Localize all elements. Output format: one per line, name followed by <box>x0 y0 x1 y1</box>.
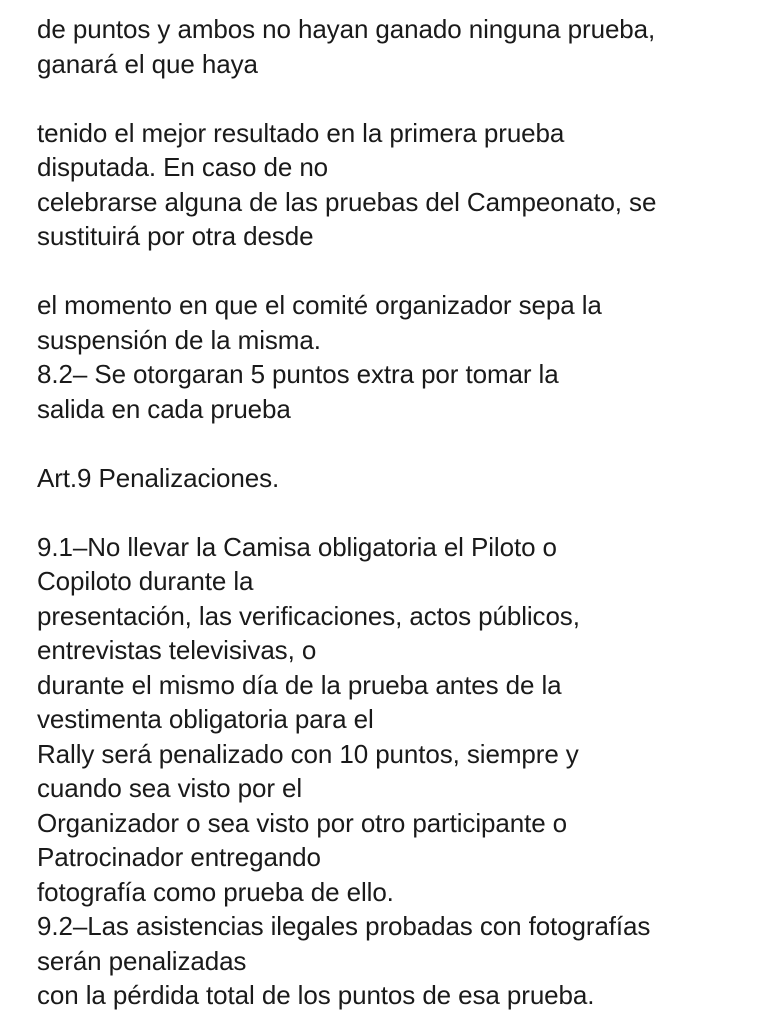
text-line: 8.2– Se otorgaran 5 puntos extra por tomar la <box>37 359 559 389</box>
text-line: sustituirá por otra desde <box>37 221 314 251</box>
text-line: salida en cada prueba <box>37 393 291 424</box>
paragraph-gap <box>37 81 775 116</box>
paragraph-gap <box>37 254 775 289</box>
text-line: fotografía como prueba de ello. <box>37 876 394 907</box>
text-line: Organizador o sea visto por otro participante o <box>37 807 568 838</box>
text-line: presentación, las verificaciones, actos públicos, <box>37 600 580 631</box>
text-line: serán penalizadas <box>37 945 247 976</box>
text-line: entrevistas televisivas, o <box>37 635 317 665</box>
text-line: 9.2–Las asistencias ilegales probadas con fotografías <box>37 911 651 941</box>
paragraph-gap <box>37 495 775 530</box>
text-line: cuando sea visto por el <box>37 773 303 803</box>
text-line: tenido el mejor resultado en la primera prueba <box>37 117 565 148</box>
text-line: el momento en que el comité organizador sepa la <box>37 290 602 320</box>
text-line: Copiloto durante la <box>37 566 254 596</box>
article-heading: Art.9 Penalizaciones. <box>37 462 280 493</box>
text-line: de puntos y ambos no hayan ganado ninguna prueba, <box>37 14 656 44</box>
text-line: Rally será penalizado con 10 puntos, siempre y <box>37 738 579 769</box>
text-line: Patrocinador entregando <box>37 842 321 872</box>
paragraph-gap <box>37 426 775 461</box>
text-line: durante el mismo día de la prueba antes de la <box>37 669 562 700</box>
text-line: suspensión de la misma. <box>37 324 321 355</box>
text-line: disputada. En caso de no <box>37 152 329 182</box>
document-body <box>37 12 775 1013</box>
text-line: celebrarse alguna de las pruebas del Campeonato, se <box>37 186 657 217</box>
text-line: con la pérdida total de los puntos de esa prueba. <box>37 980 595 1010</box>
text-line: 9.1–No llevar la Camisa obligatoria el Piloto o <box>37 531 557 562</box>
text-line: ganará el que haya <box>37 48 258 79</box>
text-line: vestimenta obligatoria para el <box>37 704 374 734</box>
